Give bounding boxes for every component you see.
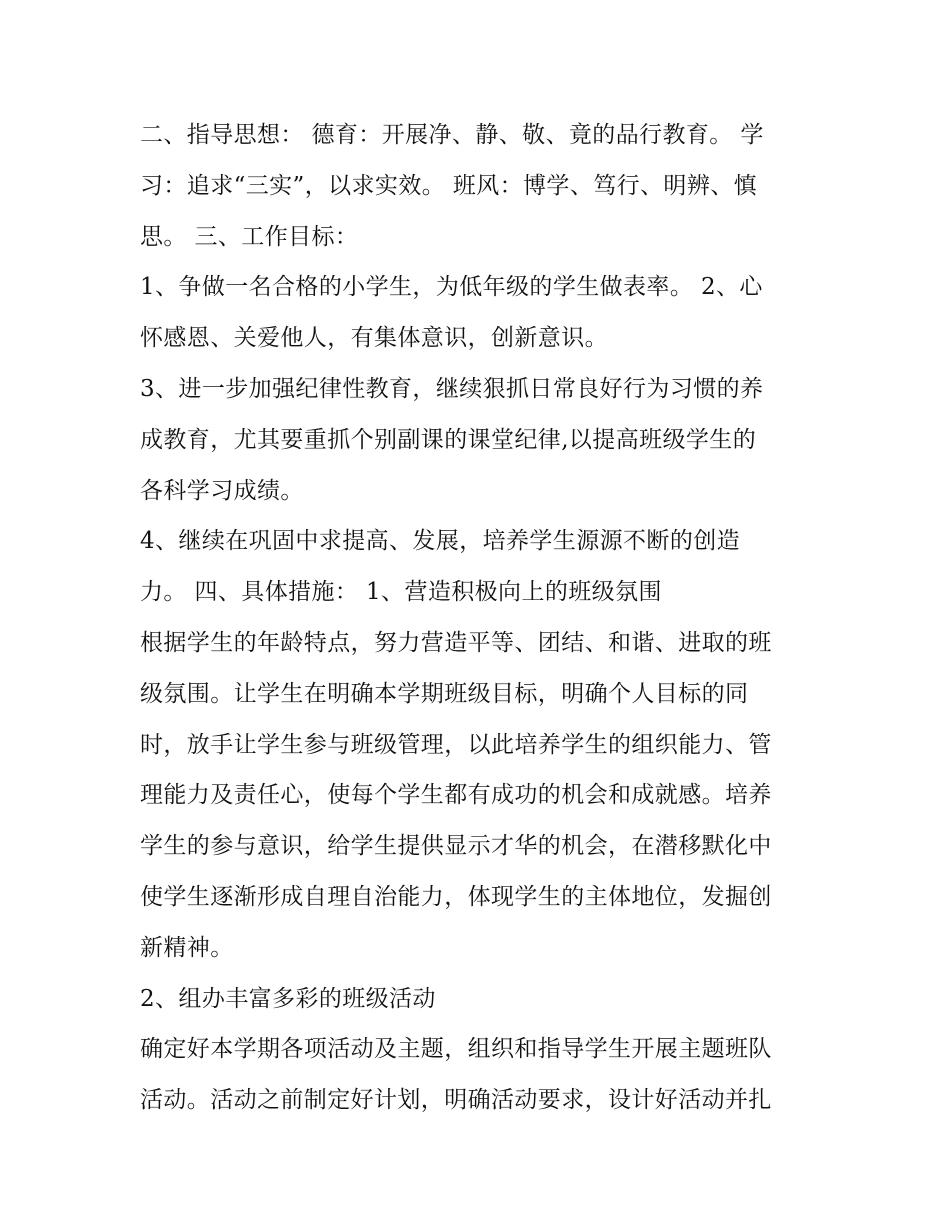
text-line: 级氛围。让学生在明确本学期班级目标，明确个人目标的同 — [140, 680, 749, 707]
text-line: 习：追求“三实”，以求实效。 班风：博学、笃行、明辨、慎 — [140, 172, 758, 199]
text-line: 4、继续在巩固中求提高、发展，培养学生源源不断的创造 — [140, 528, 741, 555]
text-line: 确定好本学期各项活动及主题，组织和指导学生开展主题班队 — [140, 1036, 772, 1063]
text-line: 理能力及责任心，使每个学生都有成功的机会和成就感。培养 — [140, 782, 772, 809]
text-line: 力。 四、具体措施： 1、营造积极向上的班级氛围 — [140, 579, 662, 606]
text-line: 活动。活动之前制定好计划，明确活动要求，设计好活动并扎 — [140, 1087, 772, 1114]
text-line: 1、争做一名合格的小学生，为低年级的学生做表率。 2、心 — [140, 274, 763, 301]
text-line: 怀感恩、关爱他人，有集体意识，创新意识。 — [140, 325, 608, 352]
text-line: 思。 三、工作目标： — [140, 223, 359, 250]
text-line: 根据学生的年龄特点，努力营造平等、团结、和谐、进取的班 — [140, 629, 772, 656]
text-line: 使学生逐渐形成自理自治能力，体现学生的主体地位，发掘创 — [140, 883, 772, 910]
text-line: 新精神。 — [140, 934, 234, 961]
text-line: 二、指导思想： 德育：开展净、静、敬、竟的品行教育。 学 — [140, 122, 764, 148]
text-line: 成教育，尤其要重抓个别副课的课堂纪律,以提高班级学生的 — [140, 426, 757, 453]
text-line: 各科学习成绩。 — [140, 477, 304, 504]
document-body — [140, 110, 820, 1126]
text-line: 学生的参与意识，给学生提供显示才华的机会，在潜移默化中 — [140, 833, 772, 860]
text-line: 时，放手让学生参与班级管理，以此培养学生的组织能力、管 — [140, 731, 772, 758]
text-line: 2、组办丰富多彩的班级活动 — [140, 985, 436, 1012]
text-line: 3、进一步加强纪律性教育，继续狠抓日常良好行为习惯的养 — [140, 375, 764, 402]
